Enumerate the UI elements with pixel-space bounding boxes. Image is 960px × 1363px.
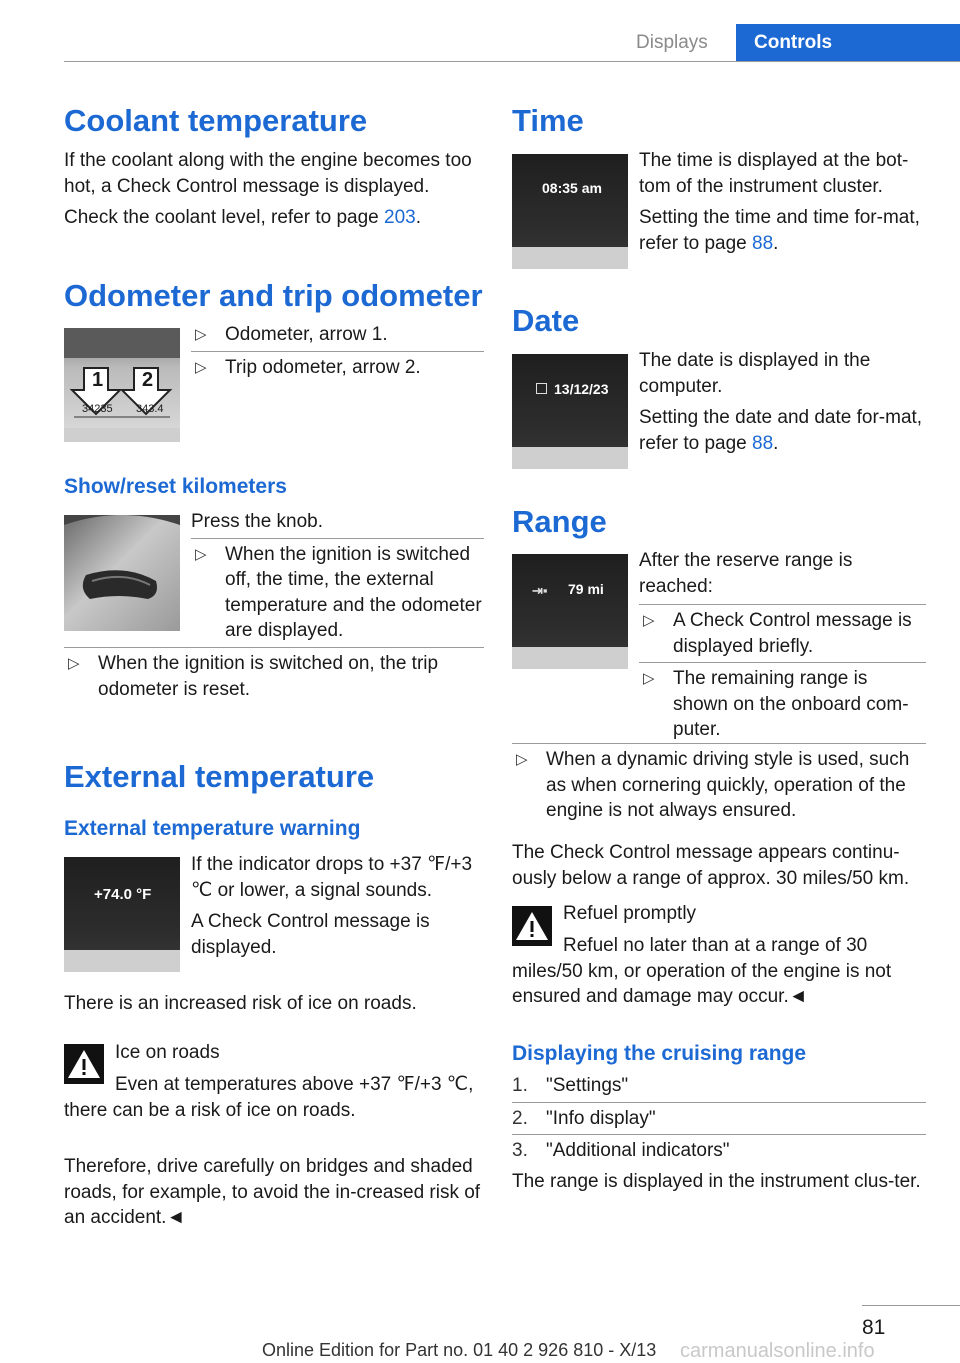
list-separator — [191, 538, 484, 539]
header-tab-displays: Displays — [636, 32, 708, 53]
date-page-link[interactable]: 88 — [752, 432, 774, 454]
time-p1: The time is displayed at the bot‐tom of the instrument cluster. — [639, 150, 909, 197]
trip-value-label: 343.4 — [136, 403, 164, 415]
odometer-arrows-graphic — [64, 328, 180, 442]
page-number: 81 — [862, 1316, 886, 1339]
odometer-arrow2-label: 2 — [142, 369, 154, 391]
range-image — [512, 554, 628, 669]
range-image-label: 79 mi — [568, 581, 604, 597]
range-p2: The Check Control message appears continu‐ously below a range of approx. 30 miles/50 km. — [512, 842, 910, 889]
external-p1: If the indicator drops to +37 ℉/+3 ℃ or lower, a signal sounds. — [191, 854, 473, 901]
show-reset-title: Show/reset kilometers — [64, 475, 287, 498]
time-image-label: 08:35 am — [542, 180, 602, 196]
date-image — [512, 354, 628, 469]
show-reset-body — [191, 509, 484, 644]
header-bar — [64, 24, 960, 62]
list-item: ▷ When a dynamic driving style is used, such as when cornering quickly, operation of the engine is not always ensured. — [516, 749, 910, 821]
time-body — [639, 148, 926, 256]
range-title: Range — [512, 504, 607, 539]
knob-image — [64, 515, 180, 631]
coolant-p2-prefix: Check the coolant level, refer to page — [64, 207, 385, 228]
external-body — [191, 852, 484, 960]
range-p1: After the reserve range is reached: — [639, 550, 853, 597]
list-item: ▷ When the ignition is switched off, the time, the external temperature and the odometer are displayed. — [195, 543, 482, 641]
external-title: External temperature — [64, 759, 375, 794]
list-separator — [639, 662, 926, 663]
list-separator — [512, 1102, 926, 1103]
list-separator — [191, 351, 484, 352]
bullet-marker: ▷ — [516, 751, 528, 768]
date-image-label: 13/12/23 — [554, 381, 609, 397]
footer-edition: Online Edition for Part no. 01 40 2 926 810 - X/13 — [262, 1340, 657, 1360]
bullet-marker: ▷ — [643, 670, 655, 687]
footer-watermark: carmanualsonline.info — [680, 1340, 875, 1362]
list-separator — [512, 743, 926, 744]
header-rule — [64, 61, 960, 62]
coolant-p2 — [64, 205, 484, 231]
external-p4: Therefore, drive carefully on bridges and shaded roads, for example, to avoid the in‐creased risk of an accident.◄ — [64, 1156, 481, 1228]
refuel-warning-text: Refuel no later than at a range of 30 miles/50 km, or operation of the engine is not ensured and damage may occur.◄ — [512, 935, 892, 1007]
list-item: 3. "Additional indicators" — [512, 1138, 926, 1164]
coolant-page-link[interactable]: 203 — [384, 207, 416, 228]
list-separator — [512, 1134, 926, 1135]
step-number: 3. — [512, 1140, 528, 1161]
list-item: 1. "Settings" — [512, 1073, 926, 1099]
bullet-marker: ▷ — [68, 655, 80, 672]
odometer-list — [191, 322, 484, 380]
external-subtitle: External temperature warning — [64, 817, 361, 840]
show-reset-p1: Press the knob. — [191, 511, 324, 532]
cruising-steps — [512, 1073, 926, 1164]
step-number: 2. — [512, 1107, 528, 1129]
range-body — [639, 548, 926, 743]
odometer-value-label: 34235 — [82, 403, 113, 415]
list-item: ▷ Odometer, arrow 1. — [191, 322, 484, 348]
date-title: Date — [512, 303, 580, 338]
date-body — [639, 348, 926, 456]
list-item: ▷ The remaining range is shown on the onboard com‐puter. — [643, 668, 909, 740]
bullet-marker: ▷ — [195, 326, 207, 343]
time-page-link[interactable]: 88 — [752, 232, 774, 254]
ice-warning-title: Ice on roads — [115, 1042, 220, 1063]
calendar-icon — [536, 383, 547, 394]
list-item: 2. "Info display" — [512, 1106, 926, 1132]
step-number: 1. — [512, 1075, 528, 1096]
list-separator — [64, 647, 484, 648]
range-body-2 — [512, 743, 926, 824]
cruising-title: Displaying the cruising range — [512, 1042, 807, 1065]
list-item: ▷ A Check Control message is displayed briefly. — [643, 610, 912, 657]
fuel-pump-icon: ⇥▪ — [532, 583, 548, 598]
external-temp-image — [64, 857, 180, 972]
external-temp-image-label: +74.0 °F — [94, 886, 152, 903]
list-item: ▷ Trip odometer, arrow 2. — [191, 355, 484, 381]
footer-rule — [862, 1305, 960, 1306]
time-p2: Setting the time and time for‐mat, refer to page 88. — [639, 207, 920, 254]
refuel-warning-title: Refuel promptly — [563, 903, 697, 924]
odometer-image — [64, 328, 180, 442]
date-p2: Setting the date and date for‐mat, refer to page 88. — [639, 407, 923, 454]
ice-warning-text: Even at temperatures above +37 ℉/+3 ℃, there can be a risk of ice on roads. — [64, 1074, 474, 1121]
odometer-title: Odometer and trip odometer — [64, 278, 483, 313]
time-image — [512, 154, 628, 269]
coolant-title: Coolant temperature — [64, 103, 368, 138]
header-tab-controls — [736, 24, 960, 61]
cruising-p1: The range is displayed in the instrument clus‐ter. — [512, 1171, 921, 1192]
header-tab-controls-label: Controls — [754, 32, 833, 53]
list-item: ▷ When the ignition is switched on, the trip odometer is reset. — [68, 653, 439, 700]
knob-graphic — [64, 515, 180, 631]
bullet-marker: ▷ — [195, 545, 207, 563]
list-separator — [639, 604, 926, 605]
time-title: Time — [512, 103, 584, 138]
odometer-arrow1-label: 1 — [92, 369, 104, 391]
bullet-marker: ▷ — [195, 358, 207, 376]
coolant-p1: If the coolant along with the engine becomes too hot, a Check Control message is displayed. — [64, 150, 472, 197]
external-p3: There is an increased risk of ice on roads. — [64, 993, 417, 1014]
bullet-marker: ▷ — [643, 612, 655, 629]
coolant-p2-suffix: . — [415, 207, 422, 228]
date-p1: The date is displayed in the computer. — [639, 350, 871, 397]
show-reset-body-2 — [64, 647, 484, 702]
external-p2: A Check Control message is displayed. — [191, 911, 430, 958]
